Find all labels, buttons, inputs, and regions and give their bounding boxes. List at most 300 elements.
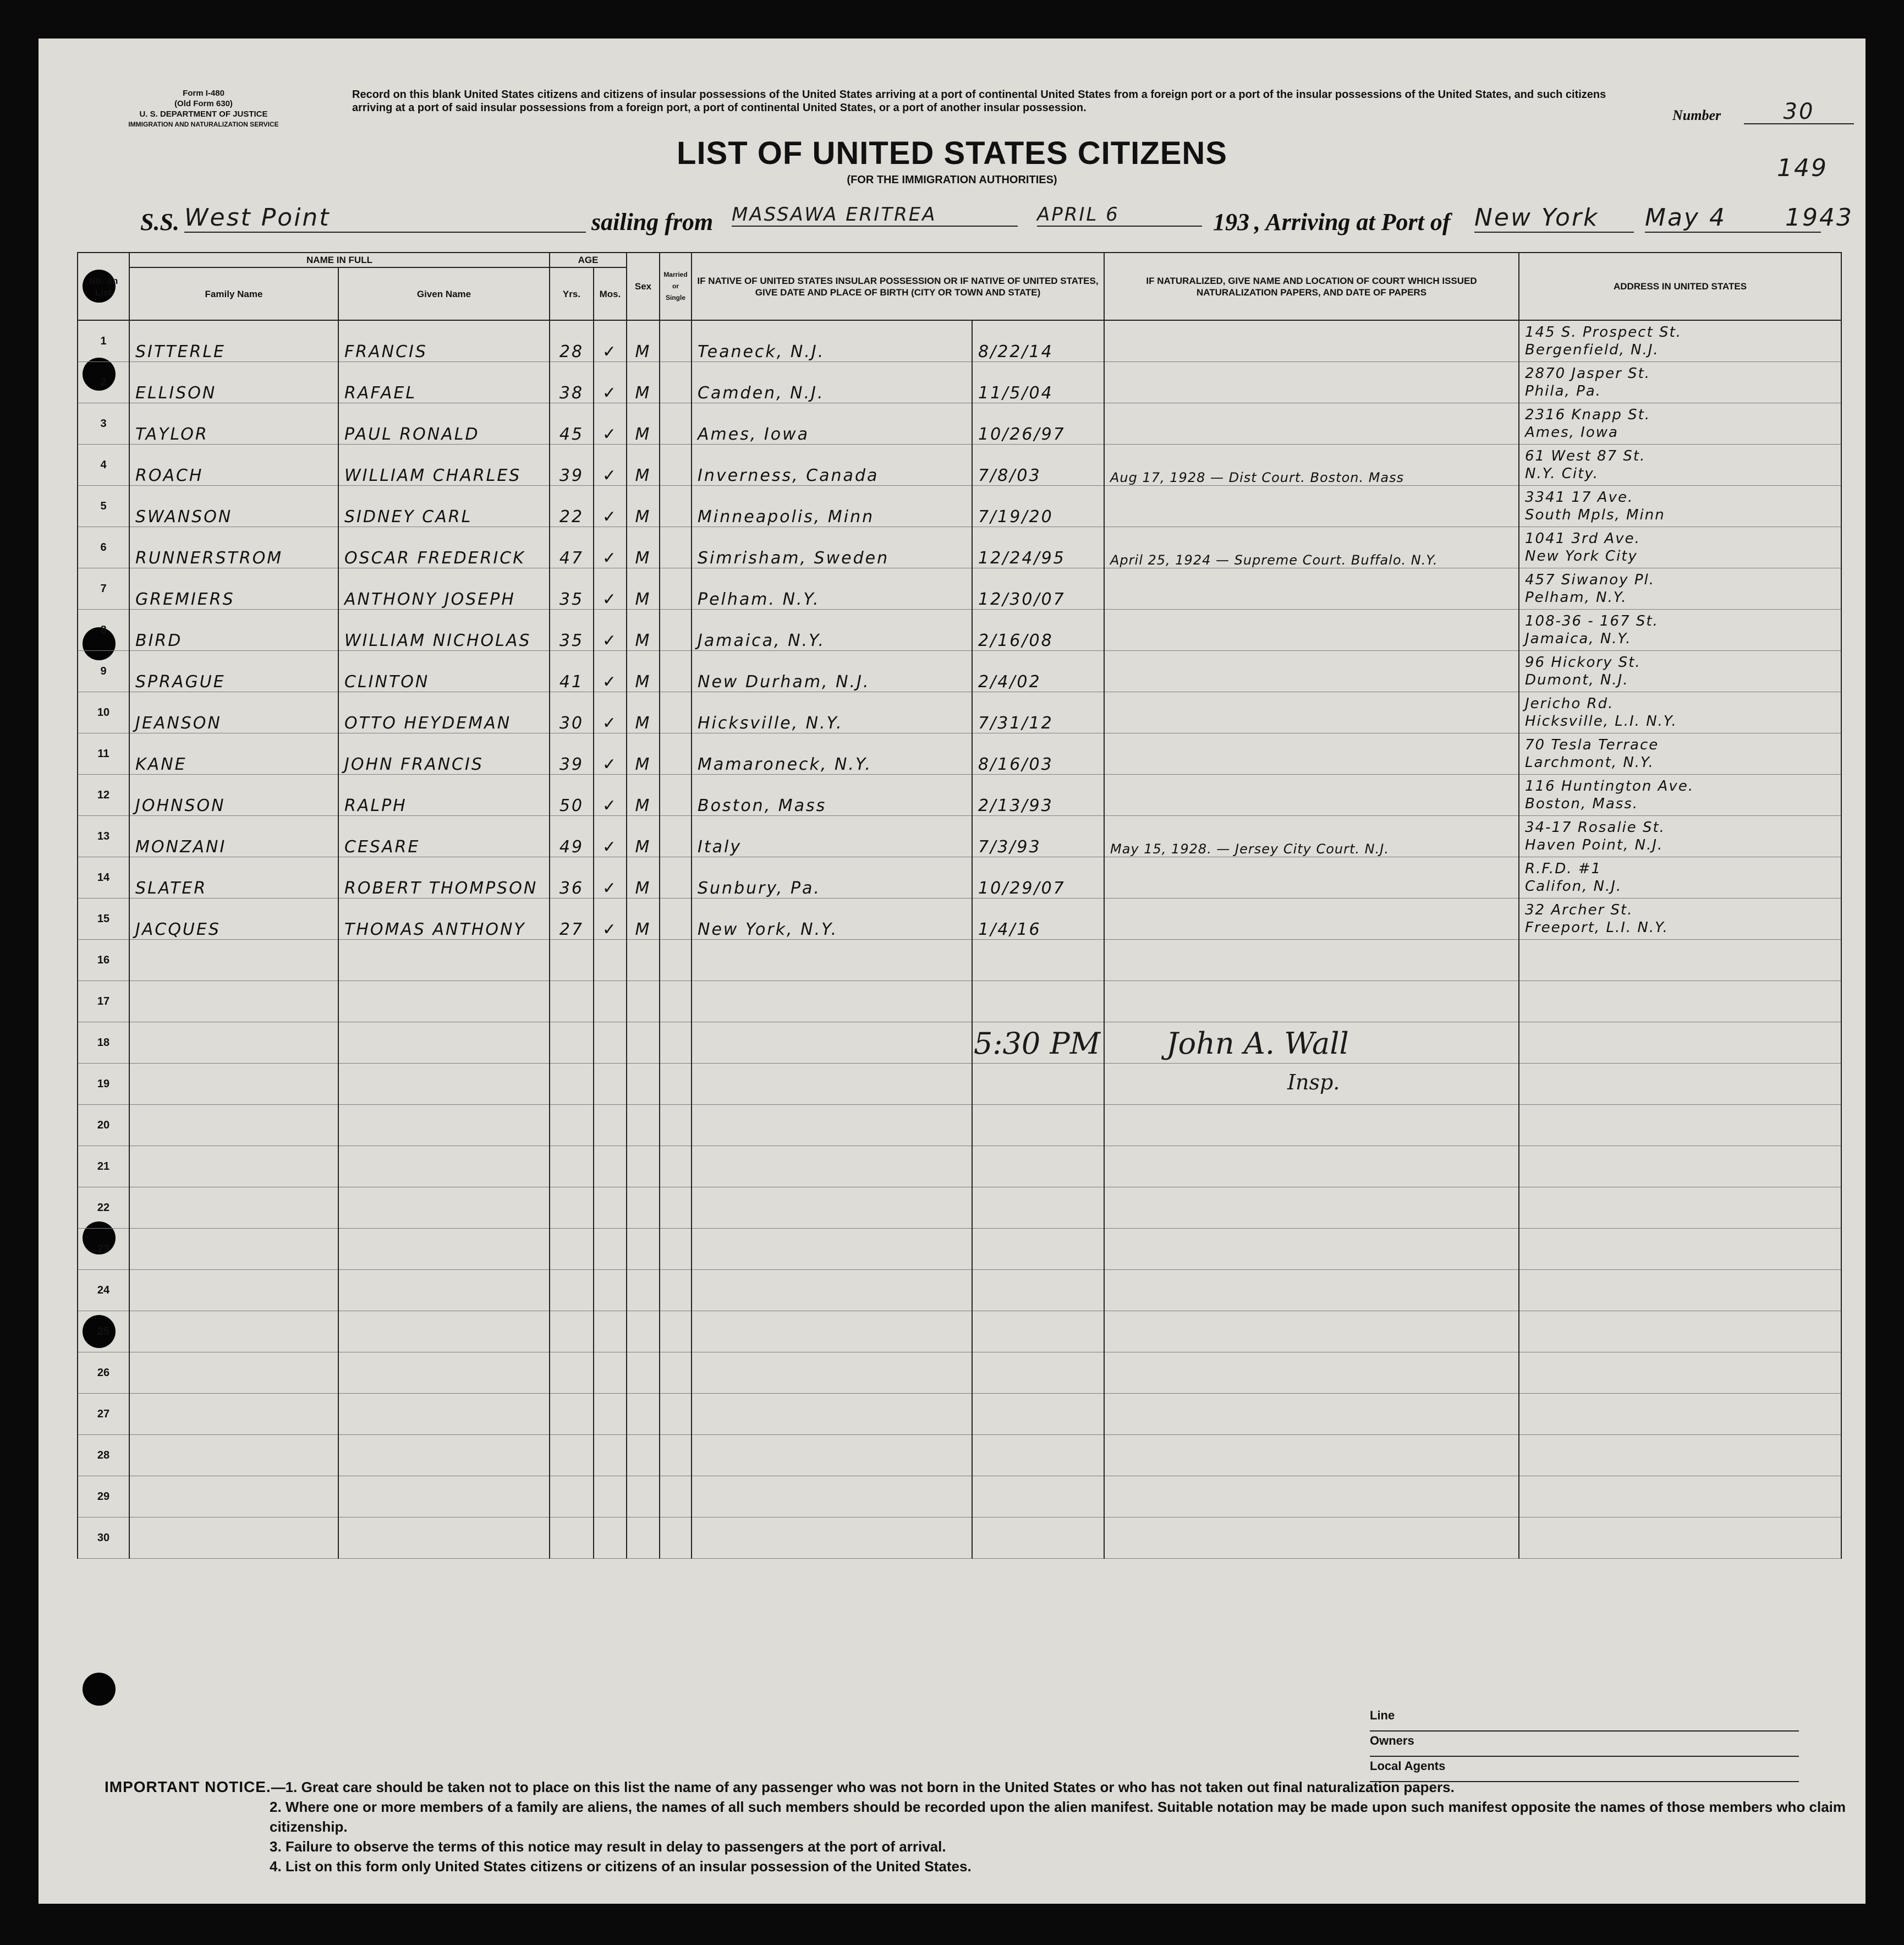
cell-addr <box>1519 1105 1841 1146</box>
cell-given <box>338 1352 550 1394</box>
cell-place: New Durham, N.J. <box>692 651 972 692</box>
cell-yrs: 22 <box>550 486 594 527</box>
address-line-1: 34-17 Rosalie St. <box>1525 819 1665 836</box>
inspector-signature: John A. Wall <box>1166 1026 1349 1061</box>
cell-date: 10/29/07 <box>972 857 1104 898</box>
cell-given: WILLIAM NICHOLAS <box>338 610 550 651</box>
arriving-label: , Arriving at Port of <box>1254 209 1451 235</box>
header-mos: Mos. <box>594 267 627 320</box>
cell-no: 12 <box>78 775 129 816</box>
table-row <box>78 1352 1841 1394</box>
address-line-1: 145 S. Prospect St. <box>1525 324 1682 341</box>
cell-date <box>972 1517 1104 1559</box>
cell-place <box>692 1394 972 1435</box>
header-naturalized: IF NATURALIZED, GIVE NAME AND LOCATION OF COURT WHICH ISSUED NATURALIZATION PAPERS, AND DATE OF PAPERS <box>1104 253 1519 320</box>
cell-sex: M <box>627 733 660 775</box>
cell-nat <box>1104 568 1519 610</box>
cell-married <box>660 1270 692 1311</box>
cell-date: 11/5/04 <box>972 362 1104 403</box>
address-line-1: 96 Hickory St. <box>1525 654 1641 671</box>
cell-no: 10 <box>78 692 129 733</box>
cell-addr <box>1519 1352 1841 1394</box>
cell-family <box>129 1476 338 1517</box>
manifest-sheet <box>39 39 1865 1904</box>
cell-mos: ✓ <box>594 568 627 610</box>
agents-block <box>1370 1708 1799 1784</box>
page-number: 149 <box>1777 154 1828 182</box>
address-line-1: 32 Archer St. <box>1525 902 1633 918</box>
table-row <box>78 1435 1841 1476</box>
cell-nat <box>1104 1270 1519 1311</box>
cell-no: 30 <box>78 1517 129 1559</box>
cell-given: WILLIAM CHARLES <box>338 445 550 486</box>
cell-given: CLINTON <box>338 651 550 692</box>
cell-sex <box>627 1146 660 1187</box>
cell-date: 12/30/07 <box>972 568 1104 610</box>
cell-place: Boston, Mass <box>692 775 972 816</box>
cell-sex: M <box>627 486 660 527</box>
cell-married <box>660 403 692 445</box>
cell-family <box>129 1105 338 1146</box>
table-row <box>78 1146 1841 1187</box>
table-row <box>78 1270 1841 1311</box>
cell-family: SWANSON <box>129 486 338 527</box>
address-line-2: Bergenfield, N.J. <box>1525 342 1659 358</box>
notice-item: —1. Great care should be taken not to place on this list the name of any passenger who was not born in the United States or who has not taken out final naturalization papers. <box>271 1779 1455 1795</box>
header-birth: IF NATIVE OF UNITED STATES INSULAR POSSESSION OR IF NATIVE OF UNITED STATES, GIVE DATE AND PLACE OF BIRTH (CITY OR TOWN AND STATE) <box>692 253 1104 320</box>
table-row <box>78 362 1841 403</box>
cell-sex <box>627 1311 660 1352</box>
cell-addr <box>1519 1435 1841 1476</box>
cell-married <box>660 816 692 857</box>
cell-mos <box>594 1311 627 1352</box>
cell-addr <box>1519 898 1841 940</box>
cell-given <box>338 1105 550 1146</box>
cell-yrs: 27 <box>550 898 594 940</box>
address-line-2: New York City <box>1525 548 1638 565</box>
address-line-2: South Mpls, Minn <box>1525 507 1665 523</box>
cell-date: 8/22/14 <box>972 320 1104 362</box>
cell-family <box>129 1146 338 1187</box>
cell-place <box>692 1146 972 1187</box>
cell-yrs <box>550 1064 594 1105</box>
cell-sex: M <box>627 610 660 651</box>
cell-date: 7/19/20 <box>972 486 1104 527</box>
cell-date: 7/8/03 <box>972 445 1104 486</box>
sailing-label: sailing from <box>591 209 714 235</box>
cell-yrs: 41 <box>550 651 594 692</box>
cell-sex <box>627 1105 660 1146</box>
cell-no: 4 <box>78 445 129 486</box>
cell-sex <box>627 1517 660 1559</box>
cell-no: 7 <box>78 568 129 610</box>
cell-mos: ✓ <box>594 445 627 486</box>
cell-mos: ✓ <box>594 527 627 568</box>
line-field: Line <box>1370 1708 1799 1732</box>
cell-addr <box>1519 445 1841 486</box>
cell-addr <box>1519 1476 1841 1517</box>
cell-married <box>660 1022 692 1064</box>
cell-mos <box>594 1064 627 1105</box>
cell-married <box>660 486 692 527</box>
cell-married <box>660 692 692 733</box>
cell-yrs <box>550 1146 594 1187</box>
cell-date <box>972 1394 1104 1435</box>
cell-place <box>692 1476 972 1517</box>
cell-married <box>660 362 692 403</box>
cell-no: 29 <box>78 1476 129 1517</box>
address-line-2: Hicksville, L.I. N.Y. <box>1525 713 1677 730</box>
table-row <box>78 1394 1841 1435</box>
cell-no: 19 <box>78 1064 129 1105</box>
cell-nat: May 15, 1928. — Jersey City Court. N.J. <box>1104 816 1519 857</box>
table-row <box>78 692 1841 733</box>
address-line-1: 61 West 87 St. <box>1525 448 1646 464</box>
cell-nat <box>1104 1187 1519 1229</box>
cell-mos: ✓ <box>594 486 627 527</box>
header-married: Married or Single <box>660 253 692 320</box>
cell-given: PAUL RONALD <box>338 403 550 445</box>
cell-date <box>972 981 1104 1022</box>
cell-place: Jamaica, N.Y. <box>692 610 972 651</box>
cell-given <box>338 940 550 981</box>
cell-place <box>692 1064 972 1105</box>
cell-addr <box>1519 940 1841 981</box>
cell-yrs: 30 <box>550 692 594 733</box>
cell-mos <box>594 1435 627 1476</box>
cell-sex <box>627 1064 660 1105</box>
cell-no: 2 <box>78 362 129 403</box>
table-row <box>78 610 1841 651</box>
cell-mos <box>594 940 627 981</box>
table-row <box>78 403 1841 445</box>
cell-mos: ✓ <box>594 857 627 898</box>
cell-addr <box>1519 1064 1841 1105</box>
cell-date <box>972 1352 1104 1394</box>
cell-place <box>692 1352 972 1394</box>
address-line-1: 1041 3rd Ave. <box>1525 530 1640 547</box>
cell-married <box>660 1105 692 1146</box>
cell-family: SPRAGUE <box>129 651 338 692</box>
cell-given <box>338 1187 550 1229</box>
departure-port: MASSAWA ERITREA <box>732 204 1018 227</box>
cell-no: 13 <box>78 816 129 857</box>
cell-married <box>660 610 692 651</box>
table-row <box>78 568 1841 610</box>
notice-item: 4. List on this form only United States citizens or citizens of an insular possession of the United States. <box>270 1858 972 1875</box>
cell-date <box>972 1105 1104 1146</box>
cell-family <box>129 1270 338 1311</box>
cell-yrs: 49 <box>550 816 594 857</box>
header-sex: Sex <box>627 253 660 320</box>
cell-addr <box>1519 1394 1841 1435</box>
cell-place: Mamaroneck, N.Y. <box>692 733 972 775</box>
table-row <box>78 857 1841 898</box>
table-row <box>78 898 1841 940</box>
cell-family: GREMIERS <box>129 568 338 610</box>
cell-nat <box>1104 775 1519 816</box>
address-line-2: Haven Point, N.J. <box>1525 837 1664 853</box>
cell-given <box>338 1476 550 1517</box>
cell-place: Simrisham, Sweden <box>692 527 972 568</box>
cell-no: 23 <box>78 1229 129 1270</box>
cell-place: Minneapolis, Minn <box>692 486 972 527</box>
address-line-2: N.Y. City. <box>1525 465 1599 482</box>
table-row <box>78 1476 1841 1517</box>
cell-mos <box>594 1146 627 1187</box>
cell-sex <box>627 940 660 981</box>
cell-no: 24 <box>78 1270 129 1311</box>
cell-addr <box>1519 1270 1841 1311</box>
cell-addr <box>1519 1022 1841 1064</box>
cell-given <box>338 1435 550 1476</box>
cell-married <box>660 445 692 486</box>
cell-addr <box>1519 651 1841 692</box>
cell-family: MONZANI <box>129 816 338 857</box>
header-age: AGE <box>550 253 627 267</box>
cell-family: ELLISON <box>129 362 338 403</box>
cell-nat <box>1104 692 1519 733</box>
table-row <box>78 1022 1841 1064</box>
cell-nat <box>1104 1394 1519 1435</box>
cell-yrs: 35 <box>550 610 594 651</box>
cell-place <box>692 1022 972 1064</box>
cell-place: Camden, N.J. <box>692 362 972 403</box>
cell-mos: ✓ <box>594 816 627 857</box>
cell-sex: M <box>627 362 660 403</box>
cell-given <box>338 1022 550 1064</box>
cell-sex <box>627 1435 660 1476</box>
cell-given <box>338 1064 550 1105</box>
cell-date: 1/4/16 <box>972 898 1104 940</box>
address-line-1: R.F.D. #1 <box>1525 861 1602 877</box>
cell-yrs: 35 <box>550 568 594 610</box>
cell-place: Pelham. N.Y. <box>692 568 972 610</box>
time-note: 5:30 PM <box>974 1026 1101 1061</box>
table-row <box>78 1517 1841 1559</box>
cell-place <box>692 1187 972 1229</box>
cell-no: 26 <box>78 1352 129 1394</box>
cell-mos: ✓ <box>594 651 627 692</box>
cell-no: 27 <box>78 1394 129 1435</box>
cell-mos: ✓ <box>594 898 627 940</box>
cell-family: ROACH <box>129 445 338 486</box>
cell-given <box>338 1270 550 1311</box>
address-line-1: 3341 17 Ave. <box>1525 489 1634 506</box>
address-line-2: Freeport, L.I. N.Y. <box>1525 919 1669 936</box>
cell-mos <box>594 1517 627 1559</box>
table-row <box>78 486 1841 527</box>
cell-no: 11 <box>78 733 129 775</box>
address-line-1: 2316 Knapp St. <box>1525 407 1651 423</box>
header-family-name: Family Name <box>129 267 338 320</box>
cell-mos: ✓ <box>594 733 627 775</box>
cell-family <box>129 981 338 1022</box>
cell-place: New York, N.Y. <box>692 898 972 940</box>
cell-mos: ✓ <box>594 610 627 651</box>
cell-yrs <box>550 1352 594 1394</box>
cell-no: 16 <box>78 940 129 981</box>
table-row <box>78 981 1841 1022</box>
address-line-1: 457 Siwanoy Pl. <box>1525 572 1655 588</box>
cell-given: CESARE <box>338 816 550 857</box>
cell-nat <box>1104 1229 1519 1270</box>
cell-mos: ✓ <box>594 775 627 816</box>
cell-family <box>129 1022 338 1064</box>
cell-nat <box>1104 898 1519 940</box>
table-row <box>78 775 1841 816</box>
address-line-1: 116 Huntington Ave. <box>1525 778 1694 795</box>
cell-addr <box>1519 486 1841 527</box>
cell-sex <box>627 1476 660 1517</box>
cell-place: Inverness, Canada <box>692 445 972 486</box>
header-yrs: Yrs. <box>550 267 594 320</box>
cell-mos: ✓ <box>594 403 627 445</box>
cell-family: JOHNSON <box>129 775 338 816</box>
address-line-2: Phila, Pa. <box>1525 383 1601 399</box>
service-name: IMMIGRATION AND NATURALIZATION SERVICE <box>128 120 279 128</box>
cell-sex <box>627 1022 660 1064</box>
cell-nat <box>1104 1517 1519 1559</box>
cell-nat <box>1104 610 1519 651</box>
cell-place <box>692 1105 972 1146</box>
cell-no: 8 <box>78 610 129 651</box>
cell-date: 2/16/08 <box>972 610 1104 651</box>
cell-family: TAYLOR <box>129 403 338 445</box>
cell-date <box>972 940 1104 981</box>
header-given-name: Given Name <box>338 267 550 320</box>
form-identification <box>105 88 303 130</box>
cell-sex: M <box>627 403 660 445</box>
cell-no: 17 <box>78 981 129 1022</box>
form-number: Form I-480 <box>183 89 224 98</box>
address-line-2: Ames, Iowa <box>1525 424 1618 441</box>
cell-given <box>338 1517 550 1559</box>
cell-given: RALPH <box>338 775 550 816</box>
cell-addr <box>1519 733 1841 775</box>
cell-no: 9 <box>78 651 129 692</box>
table-row <box>78 940 1841 981</box>
cell-place <box>692 981 972 1022</box>
page-title: LIST OF UNITED STATES CITIZENS <box>677 135 1227 171</box>
cell-yrs: 50 <box>550 775 594 816</box>
cell-family: JEANSON <box>129 692 338 733</box>
cell-yrs <box>550 1270 594 1311</box>
cell-married <box>660 568 692 610</box>
cell-yrs: 45 <box>550 403 594 445</box>
cell-place: Hicksville, N.Y. <box>692 692 972 733</box>
header-address: ADDRESS IN UNITED STATES <box>1519 253 1841 320</box>
cell-mos <box>594 1476 627 1517</box>
cell-sex: M <box>627 816 660 857</box>
cell-married <box>660 1064 692 1105</box>
cell-mos <box>594 1394 627 1435</box>
ship-line <box>140 204 1853 242</box>
cell-no: 25 <box>78 1311 129 1352</box>
cell-addr <box>1519 320 1841 362</box>
table-row <box>78 445 1841 486</box>
cell-sex <box>627 1394 660 1435</box>
notice-item: 2. Where one or more members of a family are aliens, the names of all such members should be recorded upon the alien manifest. Suitable notation may be made upon such manifest opposite the names of those members who claim citizenship. <box>270 1799 1846 1835</box>
cell-date: 7/31/12 <box>972 692 1104 733</box>
address-line-1: 70 Tesla Terrace <box>1525 737 1659 753</box>
ship-prefix: S.S. <box>140 209 179 235</box>
passenger-rows <box>78 320 1841 1559</box>
cell-mos <box>594 981 627 1022</box>
cell-date <box>972 1064 1104 1105</box>
arrival-port: New York <box>1474 204 1634 233</box>
cell-addr <box>1519 775 1841 816</box>
cell-married <box>660 1311 692 1352</box>
cell-mos: ✓ <box>594 320 627 362</box>
important-notice <box>105 1777 1854 1876</box>
local-agents-field: Local Agents <box>1370 1759 1799 1782</box>
address-line-2: Califon, N.J. <box>1525 878 1622 895</box>
cell-yrs: 28 <box>550 320 594 362</box>
cell-married <box>660 1435 692 1476</box>
header-name: NAME IN FULL <box>129 253 550 267</box>
cell-addr <box>1519 1146 1841 1187</box>
cell-addr <box>1519 857 1841 898</box>
cell-no: 28 <box>78 1435 129 1476</box>
departure-date: APRIL 6 <box>1037 204 1202 227</box>
cell-yrs <box>550 1105 594 1146</box>
cell-given: RAFAEL <box>338 362 550 403</box>
cell-sex <box>627 1352 660 1394</box>
cell-family <box>129 1435 338 1476</box>
cell-yrs <box>550 1476 594 1517</box>
cell-date: 8/16/03 <box>972 733 1104 775</box>
cell-place <box>692 1517 972 1559</box>
cell-nat <box>1104 486 1519 527</box>
table-row <box>78 651 1841 692</box>
cell-sex <box>627 1229 660 1270</box>
punch-hole <box>83 1673 116 1706</box>
cell-no: 15 <box>78 898 129 940</box>
arrival-date: May 4 <box>1645 204 1821 233</box>
cell-nat <box>1104 1476 1519 1517</box>
cell-given: OTTO HEYDEMAN <box>338 692 550 733</box>
cell-no: 14 <box>78 857 129 898</box>
cell-given: SIDNEY CARL <box>338 486 550 527</box>
cell-yrs <box>550 1435 594 1476</box>
cell-nat <box>1104 940 1519 981</box>
cell-addr <box>1519 1517 1841 1559</box>
cell-married <box>660 857 692 898</box>
cell-addr <box>1519 362 1841 403</box>
cell-given: OSCAR FREDERICK <box>338 527 550 568</box>
cell-family <box>129 1352 338 1394</box>
inspector-title: Insp. <box>1287 1070 1340 1094</box>
cell-date <box>972 1476 1104 1517</box>
cell-family <box>129 1311 338 1352</box>
table-row <box>78 527 1841 568</box>
cell-sex: M <box>627 775 660 816</box>
address-line-2: Jamaica, N.Y. <box>1525 631 1632 647</box>
table-row <box>78 1311 1841 1352</box>
address-line-2: Larchmont, N.Y. <box>1525 754 1654 771</box>
cell-nat <box>1104 857 1519 898</box>
cell-addr <box>1519 568 1841 610</box>
cell-family: BIRD <box>129 610 338 651</box>
cell-yrs <box>550 940 594 981</box>
cell-yrs <box>550 1311 594 1352</box>
cell-married <box>660 1229 692 1270</box>
cell-mos <box>594 1105 627 1146</box>
cell-family: SITTERLE <box>129 320 338 362</box>
cell-mos <box>594 1022 627 1064</box>
cell-married <box>660 898 692 940</box>
